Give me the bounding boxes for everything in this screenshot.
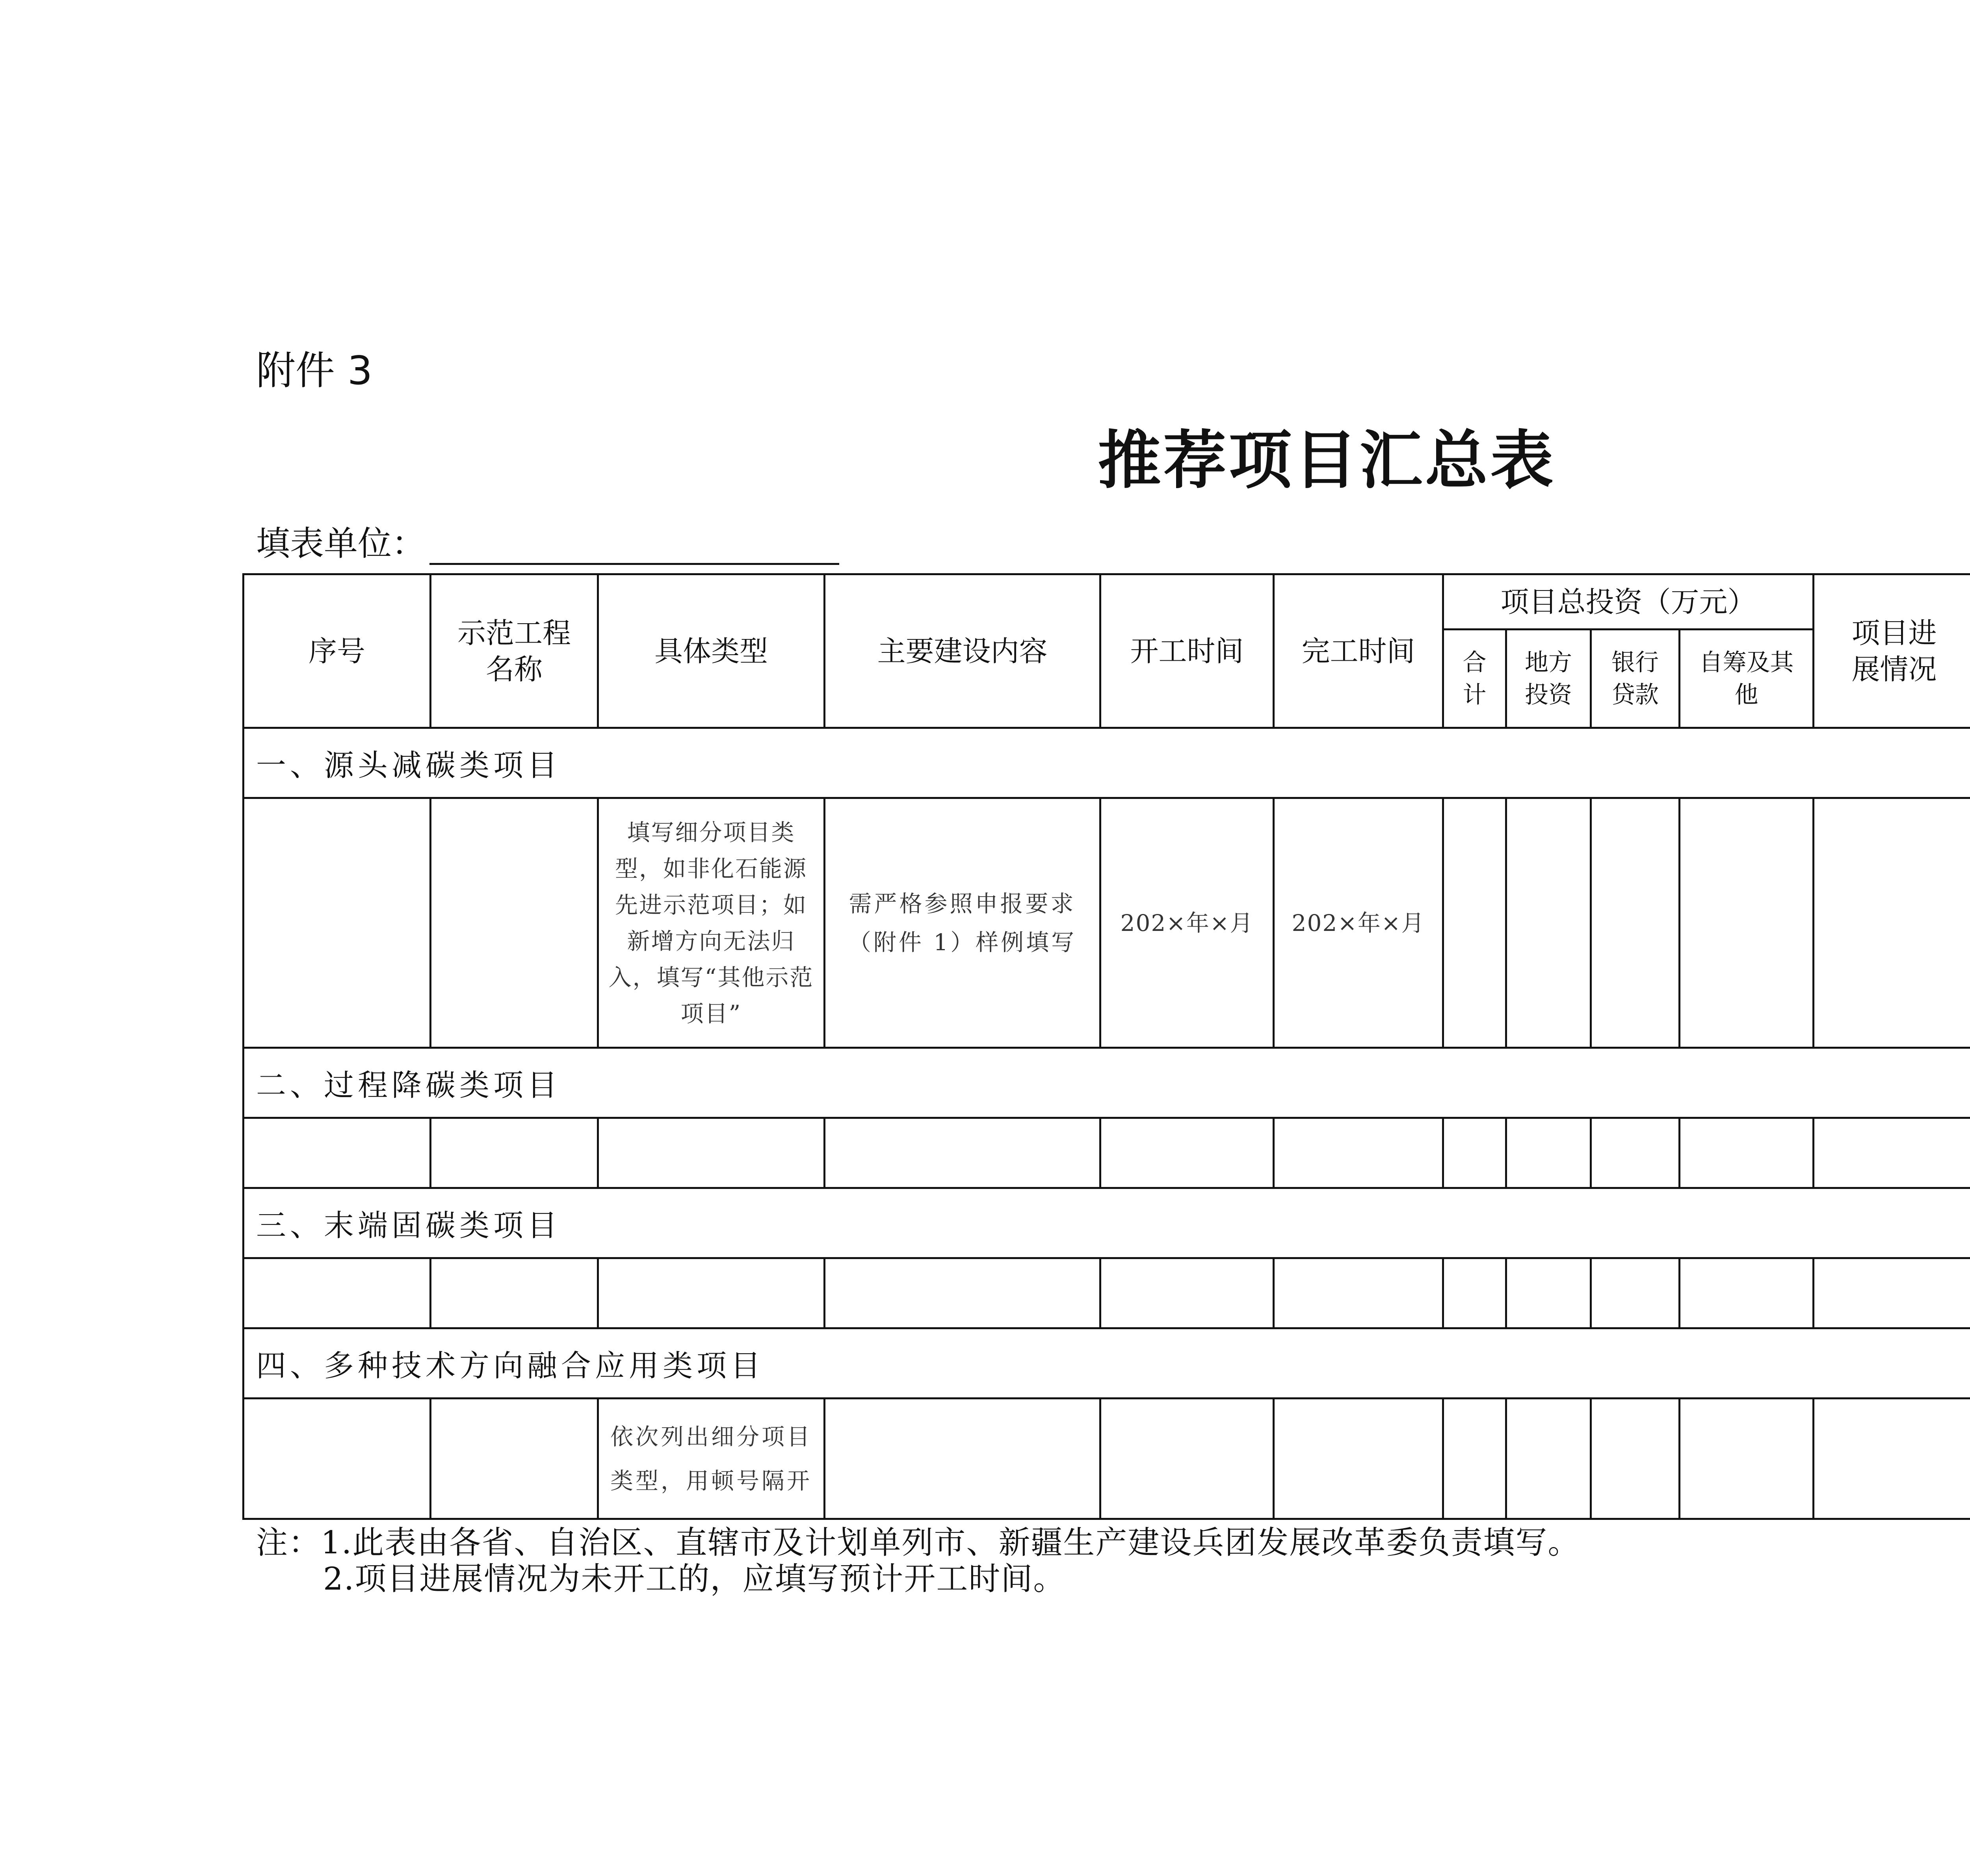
guide-content: 需严格参照申报要求（附件 1）样例填写 xyxy=(825,798,1100,1048)
table-cell[interactable] xyxy=(1100,1118,1274,1188)
summary-table xyxy=(242,573,1970,1520)
header-seq: 序号 xyxy=(243,574,431,728)
section-title: 四、多种技术方向融合应用类项目 xyxy=(243,1328,1970,1399)
table-cell[interactable] xyxy=(1814,1399,1970,1519)
table-cell[interactable] xyxy=(1100,1258,1274,1328)
notes xyxy=(256,1525,1580,1597)
table-cell[interactable] xyxy=(1680,798,1814,1048)
table-cell[interactable] xyxy=(1591,1118,1680,1188)
guide-type-list: 依次列出细分项目类型，用顿号隔开 xyxy=(598,1399,825,1519)
table-cell[interactable] xyxy=(1506,1258,1591,1328)
table-cell[interactable] xyxy=(431,1258,598,1328)
header-bank-loan: 银行贷款 xyxy=(1591,630,1680,728)
table-cell[interactable] xyxy=(1680,1118,1814,1188)
guide-type: 填写细分项目类型，如非化石能源先进示范项目；如新增方向无法归入，填写“其他示范项目” xyxy=(598,798,825,1048)
section-row-3 xyxy=(243,1188,1970,1258)
header-project-name: 示范工程名称 xyxy=(431,574,598,728)
table-cell[interactable] xyxy=(1814,1118,1970,1188)
table-row xyxy=(243,1118,1970,1188)
header-start-time: 开工时间 xyxy=(1100,574,1274,728)
section-title: 三、末端固碳类项目 xyxy=(243,1188,1970,1258)
table-cell[interactable] xyxy=(243,1118,431,1188)
table-cell[interactable] xyxy=(825,1118,1100,1188)
table-cell[interactable] xyxy=(1274,1118,1443,1188)
header-row xyxy=(243,574,1970,630)
section-row-2 xyxy=(243,1048,1970,1118)
table-cell[interactable] xyxy=(1443,1258,1506,1328)
table-cell[interactable] xyxy=(1506,798,1591,1048)
header-total: 合计 xyxy=(1443,630,1506,728)
table-cell[interactable] xyxy=(598,1258,825,1328)
table-cell[interactable] xyxy=(825,1399,1100,1519)
table-cell[interactable] xyxy=(1591,1258,1680,1328)
table-cell[interactable] xyxy=(243,1399,431,1519)
table-cell[interactable] xyxy=(431,1399,598,1519)
guide-finish-time: 202×年×月 xyxy=(1274,798,1443,1048)
table-cell[interactable] xyxy=(1814,798,1970,1048)
header-local-investment: 地方投资 xyxy=(1506,630,1591,728)
header-progress: 项目进展情况 xyxy=(1814,574,1970,728)
table-row xyxy=(243,1258,1970,1328)
table-cell[interactable] xyxy=(1680,1399,1814,1519)
table-cell[interactable] xyxy=(1443,1399,1506,1519)
table-cell[interactable] xyxy=(1814,1258,1970,1328)
table-cell[interactable] xyxy=(243,798,431,1048)
table-cell[interactable] xyxy=(1506,1118,1591,1188)
table-cell[interactable] xyxy=(1443,1118,1506,1188)
table-cell[interactable] xyxy=(431,1118,598,1188)
table-cell[interactable] xyxy=(1274,1258,1443,1328)
header-type: 具体类型 xyxy=(598,574,825,728)
table-row xyxy=(243,1399,1970,1519)
table-cell[interactable] xyxy=(825,1258,1100,1328)
page-title: 推荐项目汇总表 xyxy=(1098,423,1556,497)
table-cell[interactable] xyxy=(1591,798,1680,1048)
table-cell[interactable] xyxy=(1506,1399,1591,1519)
section-title: 二、过程降碳类项目 xyxy=(243,1048,1970,1118)
fill-unit-line xyxy=(256,516,839,565)
section-row-1 xyxy=(243,728,1970,798)
table-cell[interactable] xyxy=(1591,1399,1680,1519)
table-row xyxy=(243,798,1970,1048)
table-cell[interactable] xyxy=(598,1118,825,1188)
header-investment: 项目总投资（万元） xyxy=(1443,574,1814,630)
table-cell[interactable] xyxy=(1443,798,1506,1048)
attachment-label: 附件 3 xyxy=(256,347,373,394)
fill-unit-blank[interactable] xyxy=(429,533,839,565)
section-title: 一、源头减碳类项目 xyxy=(243,728,1970,798)
table-cell[interactable] xyxy=(1100,1399,1274,1519)
note-line-1: 注：1.此表由各省、自治区、直辖市及计划单列市、新疆生产建设兵团发展改革委负责填写。 xyxy=(256,1524,1580,1561)
fill-unit-label: 填表单位： xyxy=(256,524,426,563)
note-line-2: 2.项目进展情况为未开工的，应填写预计开工时间。 xyxy=(323,1560,1066,1597)
header-self-funded: 自筹及其他 xyxy=(1680,630,1814,728)
header-finish-time: 完工时间 xyxy=(1274,574,1443,728)
section-row-4 xyxy=(243,1328,1970,1399)
table-cell[interactable] xyxy=(1274,1399,1443,1519)
table-cell[interactable] xyxy=(243,1258,431,1328)
table-cell[interactable] xyxy=(1680,1258,1814,1328)
table-cell[interactable] xyxy=(431,798,598,1048)
header-content: 主要建设内容 xyxy=(825,574,1100,728)
guide-start-time: 202×年×月 xyxy=(1100,798,1274,1048)
